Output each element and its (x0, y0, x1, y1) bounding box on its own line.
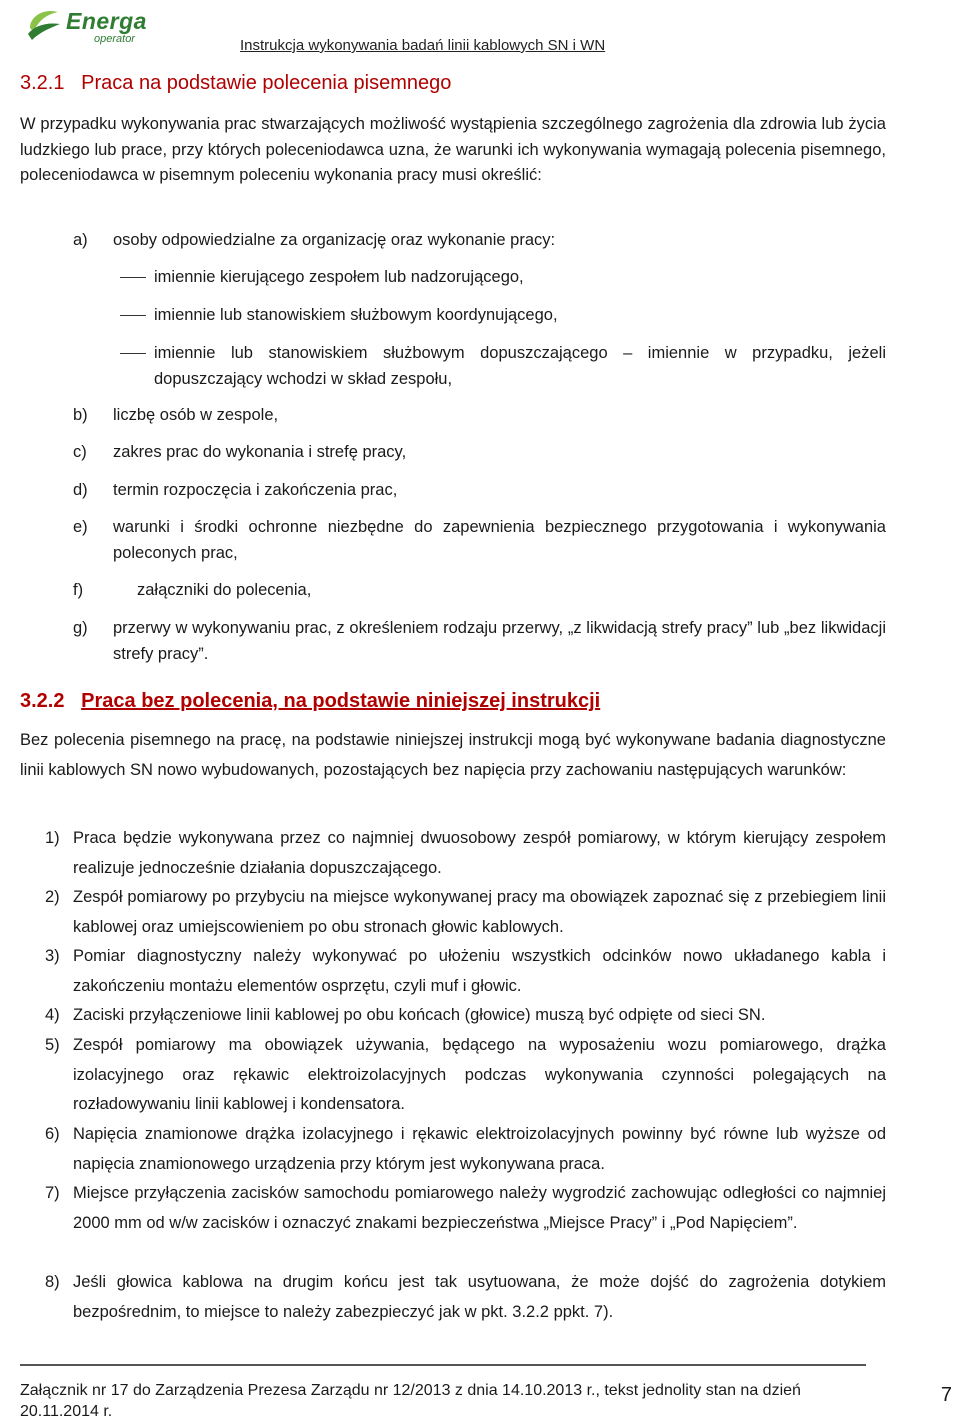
list-item-text: osoby odpowiedzialne za organizację oraz wykonanie pracy: (113, 231, 556, 249)
document-title: Instrukcja wykonywania badań linii kablowych SN i WN (240, 37, 606, 54)
list-item-text: termin rozpoczęcia i zakończenia prac, (113, 481, 398, 499)
dash-bullet-icon (120, 315, 146, 316)
list-item-label: 2) (45, 888, 60, 906)
section-title: Praca na podstawie polecenia pisemnego (81, 72, 452, 94)
dash-bullet-icon (120, 353, 146, 354)
list-item-text: Miejsce przyłączenia zacisków samochodu pomiarowego należy wygrodzić zachowując odległości co najmniej 2000 mm od w/w zacisków i oznaczyć znakami bezpieczeństwa „Miejsce Pracy” i „Pod Napięciem”. (73, 1184, 886, 1232)
sub-list-item-text: imiennie kierującego zespołem lub nadzorującego, (154, 268, 524, 286)
section-intro-paragraph: Bez polecenia pisemnego na pracę, na podstawie niniejszej instrukcji mogą być wykonywane badania diagnostyczne linii kablowych SN nowo wybudowanych, pozostających bez napięcia przy zachowaniu następujących warunków: (20, 731, 886, 779)
list-item-text: załączniki do polecenia, (137, 581, 312, 599)
list-item-text: Napięcia znamionowe drążka izolacyjnego i rękawic elektroizolacyjnych powinny być równe lub wyższe od napięcia znamionowego urządzenia przy którym jest wykonywana praca. (73, 1125, 886, 1173)
list-item-label: 6) (45, 1125, 60, 1143)
sub-list-item-text: imiennie lub stanowiskiem służbowym dopuszczającego – imiennie w przypadku, jeżeli dopuszczający wchodzi w skład zespołu, (154, 344, 886, 388)
list-item-label: 8) (45, 1273, 60, 1291)
list-item-text: Praca będzie wykonywana przez co najmniej dwuosobowy zespół pomiarowy, w którym kierujący zespołem realizuje jednocześnie działania dopuszczającego. (73, 829, 886, 877)
list-item-text: Jeśli głowica kablowa na drugim końcu jest tak usytuowana, że może dojść do zagrożenia dotykiem bezpośrednim, to miejsce to należy zabezpieczyć jak w pkt. 3.2.2 ppkt. 7). (73, 1273, 886, 1321)
sub-list-item-text: imiennie lub stanowiskiem służbowym koordynującego, (154, 306, 558, 324)
list-item-text: Zaciski przyłączeniowe linii kablowej po obu końcach (głowice) muszą być odpięte od sieci SN. (73, 1006, 766, 1024)
section-intro-paragraph: W przypadku wykonywania prac stwarzających możliwość wystąpienia szczególnego zagrożenia dla zdrowia lub życia ludzkiego lub prace, przy których poleceniodawca uzna, że warunki ich wykonywania wymagają polecenia pisemnego, poleceniodawca w pisemnym poleceniu wykonania pracy musi określić: (20, 115, 886, 184)
section-number: 3.2.2 (20, 690, 65, 712)
logo-wordmark: Energa (66, 8, 147, 34)
list-item-text: zakres prac do wykonania i strefę pracy, (113, 443, 407, 461)
logo-subtitle: operator (94, 33, 135, 45)
list-item-label: b) (73, 406, 88, 424)
list-item-label: 5) (45, 1036, 60, 1054)
footer-text: Załącznik nr 17 do Zarządzenia Prezesa Zarządu nr 12/2013 z dnia 14.10.2013 r., tekst jednolity stan na dzień 20.11.2014 r. (20, 1382, 801, 1420)
list-item-text: Zespół pomiarowy po przybyciu na miejsce wykonywanej pracy ma obowiązek zapoznać się z przebiegiem linii kablowej oraz umiejscowieniem po obu stronach głowic kablowych. (73, 888, 886, 936)
footer-divider (20, 1364, 866, 1366)
list-item-text: liczbę osób w zespole, (113, 406, 279, 424)
list-item-label: a) (73, 231, 88, 249)
list-item-label: 7) (45, 1184, 60, 1202)
section-heading-3-2-2 (20, 690, 600, 713)
list-item-text: warunki i środki ochronne niezbędne do zapewnienia bezpiecznego przygotowania i wykonywania poleconych prac, (113, 518, 886, 562)
energa-logo-icon (24, 6, 64, 42)
list-item-label: d) (73, 481, 88, 499)
list-item-label: 3) (45, 947, 60, 965)
list-item-text: Pomiar diagnostyczny należy wykonywać po ułożeniu wszystkich odcinków nowo układanego kabla i zakończeniu montażu elementów osprzętu, czyli muf i głowic. (73, 947, 886, 995)
section-number: 3.2.1 (20, 72, 65, 94)
section-title: Praca bez polecenia, na podstawie niniejszej instrukcji (81, 690, 601, 712)
dash-bullet-icon (120, 277, 146, 278)
list-item-label: 1) (45, 829, 60, 847)
list-item-text: Zespół pomiarowy ma obowiązek używania, będącego na wyposażeniu wozu pomiarowego, drążka izolacyjnego oraz rękawic elektroizolacyjnych podczas wykonywania czynności polegających na rozładowywaniu linii kablowej i kondensatora. (73, 1036, 886, 1113)
list-item-label: e) (73, 518, 88, 536)
list-item-label: f) (73, 581, 84, 599)
list-item-label: 4) (45, 1006, 60, 1024)
list-item-label: g) (73, 619, 88, 637)
energa-operator-logo (24, 6, 164, 46)
list-item-text: przerwy w wykonywaniu prac, z określeniem rodzaju przerwy, „z likwidacją strefy pracy” lub „bez likwidacji strefy pracy”. (113, 619, 886, 663)
page-number: 7 (940, 1384, 952, 1406)
list-item-label: c) (73, 443, 87, 461)
section-heading-3-2-1 (20, 72, 451, 95)
